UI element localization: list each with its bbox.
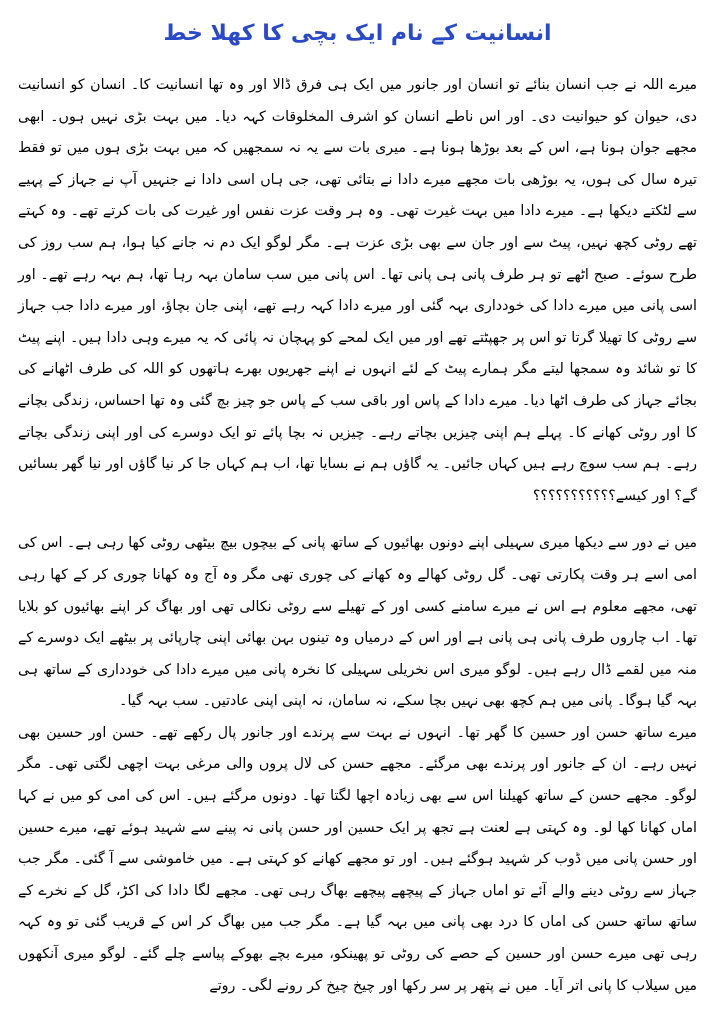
paragraph-grandfather: میرے اللہ نے جب انسان بنائے تو انسان اور جانور میں ایک ہی فرق ڈالا اور وہ تھا انسانیت کا۔ انسان کو انسانیت دی، حیوان کو حیوانیت دی۔ اور اس ناطے انسان کو اشرف المخلوقات کہہ دیا۔ میں بہت بڑی نہیں ہوں۔ ابھی مجھے جوان ہونا ہے، اس کے بعد بوڑھا ہونا ہے۔ میری بات سے یہ نہ سمجھیں کہ میں بہت بڑی ہوں میں تو فقط تیرہ سال کی ہوں، یہ بوڑھی بات مجھے میرے دادا نے بتائی تھی، جی ہاں اسی دادا نے جنہیں آپ نے جہاز کے پہیے سے لٹکتے دیکھا ہے۔ میرے دادا میں بہت غیرت تھی۔ وہ ہر وقت عزت نفس اور غیرت کی بات کرتے تھے۔ وہ کہتے تھے روٹی کچھ نہیں، پیٹ سے اور جان سے بھی بڑی عزت ہے۔ مگر لوگو ایک دم نہ جانے کیا ہوا، ہم سب روز کی طرح سوئے۔ صبح اٹھے تو ہر طرف پانی ہی پانی تھا۔ اس پانی میں سب سامان بہہ رہا تھا، ہم بہہ رہے تھے۔ اور اسی پانی میں میرے دادا کی خودداری بہہ گئی اور میرے دادا کہہ رہے تھے، اپنی جان بچاؤ، اور میرے دادا جب جہاز سے روٹی کا تھیلا گرتا تو اس پر جھپٹتے تھے اور میں ایک لمحے کو پہچان نہ پائی کہ یہ میرے وہی دادا ہیں۔ اپنے پیٹ کا تو شائد وہ سمجھا لیتے مگر ہمارے پیٹ کے لئے انہوں نے اپنے جھریوں بھرے ہاتھوں کو اللہ کی طرف اٹھانے کی بجائے جہاز کی طرف اٹھا دیا۔ میرے دادا کے پاس اور باقی سب کے پاس جو چیز بچ گئی وہ تھا احساس، زندگی بچانے کا اور روٹی کھانے کا۔ پہلے ہم اپنی چیزیں بچاتے رہے۔ چیزیں نہ بچا پائے تو ایک دوسرے کی اور اپنی زندگی بچاتے رہے۔ ہم سب سوچ رہے ہیں کہاں جائیں۔ یہ گاؤں ہم نے بسایا تھا، اب ہم کہاں جا کر نیا گاؤں اور نیا گھر بسائیں گے؟ اور کیسے؟؟؟؟؟؟؟؟؟؟؟: [18, 77, 697, 504]
paragraph-hassan-hussain: میرے ساتھ حسن اور حسین کا گھر تھا۔ انہوں نے بہت سے پرندے اور جانور پال رکھے تھے۔ حسن اور حسین بھی نہیں رہے۔ ان کے جانور اور پرندے بھی مرگئے۔ مجھے حسن کی لال پروں والی مرغی بہت اچھی لگتی تھی۔ مگر لوگو۔ مجھے حسن کے ساتھ کھیلنا اس سے بھی زیادہ اچھا لگتا تھا۔ دونوں مرگئے ہیں۔ اس کی امی کو میں نے کہا اماں کھانا کھا لو۔ وہ کہتی ہے لعنت ہے تجھ پر ایک حسین اور حسن پانی نہ پینے سے شہید ہوئے تھے، میرے حسین اور حسن پانی میں ڈوب کر شہید ہوگئے ہیں۔ اور تو مجھے کھانے کو کہتی ہے۔ میں خاموشی سے آ گئی۔ مگر جب جہاز سے روٹی دینے والے آئے تو اماں جہاز کے پیچھے پیچھے بھاگ رہی تھی۔ مجھے لگا دادا کی اکڑ، گل کے نخرے کے ساتھ ساتھ حسن کی اماں کا درد بھی پانی میں بہہ گیا ہے۔ مگر جب میں بھاگ کر اس کے قریب گئی تو وہ کہہ رہی تھی میرے حسن اور حسین کے حصے کی روٹی تو پھینکو، میرے بچے بھوکے پیاسے چلے گئے۔ لوگو میری آنکھوں میں سیلاب کا پانی اتر آیا۔ میں نے پتھر پر سر رکھا اور چیخ چیخ کر رونے لگی۔ روتے: [18, 724, 697, 994]
letter-body: [18, 70, 697, 1013]
page-title: انسانیت کے نام ایک بچی کا کھلا خط: [163, 21, 552, 46]
paragraph-friend: میں نے دور سے دیکھا میری سہیلی اپنے دونوں بھائیوں کے ساتھ پانی کے بیچوں بیچ بیٹھی روٹی کھا رہی ہے۔ اس کی امی اسے ہر وقت پکارتی تھی۔ گل روٹی کھالے وہ کھانے کی چوری تھی مگر وہ آج وہ کھانا چوری کر کے کھا رہی تھی، مجھے معلوم ہے اس نے میرے سامنے کسی اور کے تھیلے سے روٹی نکالی تھی اور بھاگ کر اپنے بھائیوں کو بلایا تھا۔ اب چاروں طرف پانی ہی پانی ہے اور اس کے درمیاں وہ تینوں بہن بھائی اپنی چارپائی پر بیٹھے ایک دوسرے کے منہ میں لقمے ڈال رہے ہیں۔ لوگو میری اس نخریلی سہیلی کا نخرہ پانی میں میرے دادا کی خودداری کے ساتھ ہی بہہ گیا ہوگا۔ پانی میں ہم کچھ بھی نہیں بچا سکے، نہ سامان، نہ اپنی اپنی عادتیں۔ سب بہہ گیا۔: [18, 535, 697, 710]
